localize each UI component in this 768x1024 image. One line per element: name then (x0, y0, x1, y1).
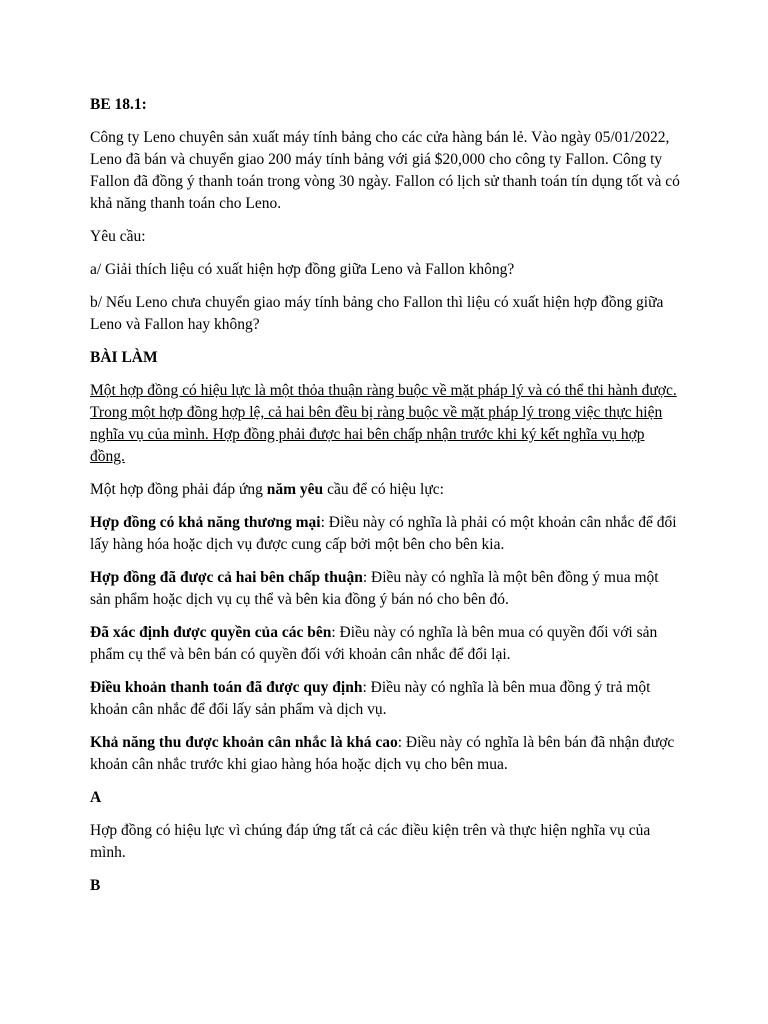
condition-approved (90, 567, 680, 611)
condition-term: Hợp đồng đã được cả hai bên chấp thuận (90, 569, 363, 586)
requirements-intro-bold: năm yêu (266, 481, 324, 498)
condition-text: : Điều này có nghĩa là bên mua có quyền đối với sản phẩm cụ thể và bên bán có quyền đối với khoản cân nhắc để đổi lại. (90, 624, 658, 663)
requirements-label: Yêu cầu: (90, 228, 146, 245)
part-a-label: A (90, 789, 102, 806)
condition-text: : Điều này có nghĩa là bên mua đồng ý trả một khoản cân nhắc để đổi lấy sản phẩm và dịch vụ. (90, 679, 651, 718)
requirements-intro-after: cầu để có hiệu lực: (323, 481, 444, 498)
question-a: a/ Giải thích liệu có xuất hiện hợp đồng giữa Leno và Fallon không? (90, 261, 515, 278)
requirements-intro-before: Một hợp đồng phải đáp ứng (90, 481, 267, 498)
question-b: b/ Nếu Leno chưa chuyển giao máy tính bảng cho Fallon thì liệu có xuất hiện hợp đồng giữa Leno và Fallon hay không? (90, 294, 664, 333)
answer-title: BÀI LÀM (90, 349, 158, 366)
part-b-label: B (90, 877, 101, 894)
condition-term: Đã xác định được quyền của các bên (90, 624, 332, 641)
condition-text: : Điều này có nghĩa là phải có một khoản cân nhắc để đổi lấy hàng hóa hoặc dịch vụ được cung cấp bởi một bên cho bên kia. (90, 514, 677, 553)
condition-commercial (90, 512, 680, 556)
document-body (90, 94, 680, 908)
exercise-title: BE 18.1: (90, 96, 147, 113)
condition-text: : Điều này có nghĩa là bên bán đã nhận được khoản cân nhắc trước khi giao hàng hóa hoặc dịch vụ cho bên mua. (90, 734, 675, 773)
condition-term: Khả năng thu được khoản cân nhắc là khá cao (90, 734, 398, 751)
condition-rights (90, 622, 680, 666)
problem-statement: Công ty Leno chuyên sản xuất máy tính bảng cho các cửa hàng bán lẻ. Vào ngày 05/01/2022, Leno đã bán và chuyển giao 200 máy tính bảng với giá $20,000 cho công ty Fallon. Công ty Fallon đã đồng ý thanh toán trong vòng 30 ngày. Fallon có lịch sử thanh toán tín dụng tốt và có khả năng thanh toán cho Leno. (90, 129, 680, 212)
condition-term: Điều khoản thanh toán đã được quy định (90, 679, 363, 696)
part-a-text: Hợp đồng có hiệu lực vì chúng đáp ứng tất cả các điều kiện trên và thực hiện nghĩa vụ của mình. (90, 822, 651, 861)
condition-collectability (90, 732, 680, 776)
condition-payment-terms (90, 677, 680, 721)
condition-term: Hợp đồng có khả năng thương mại (90, 514, 321, 531)
condition-text: : Điều này có nghĩa là một bên đồng ý mua một sản phẩm hoặc dịch vụ cụ thể và bên kia đồng ý bán nó cho bên đó. (90, 569, 659, 608)
contract-definition: Một hợp đồng có hiệu lực là một thỏa thuận ràng buộc về mặt pháp lý và có thể thi hành được. Trong một hợp đồng hợp lệ, cả hai bên đều bị ràng buộc về mặt pháp lý trong việc thực hiện nghĩa vụ của mình. Hợp đồng phải được hai bên chấp nhận trước khi ký kết nghĩa vụ hợp đồng. (90, 382, 677, 465)
requirements-intro (90, 479, 680, 501)
